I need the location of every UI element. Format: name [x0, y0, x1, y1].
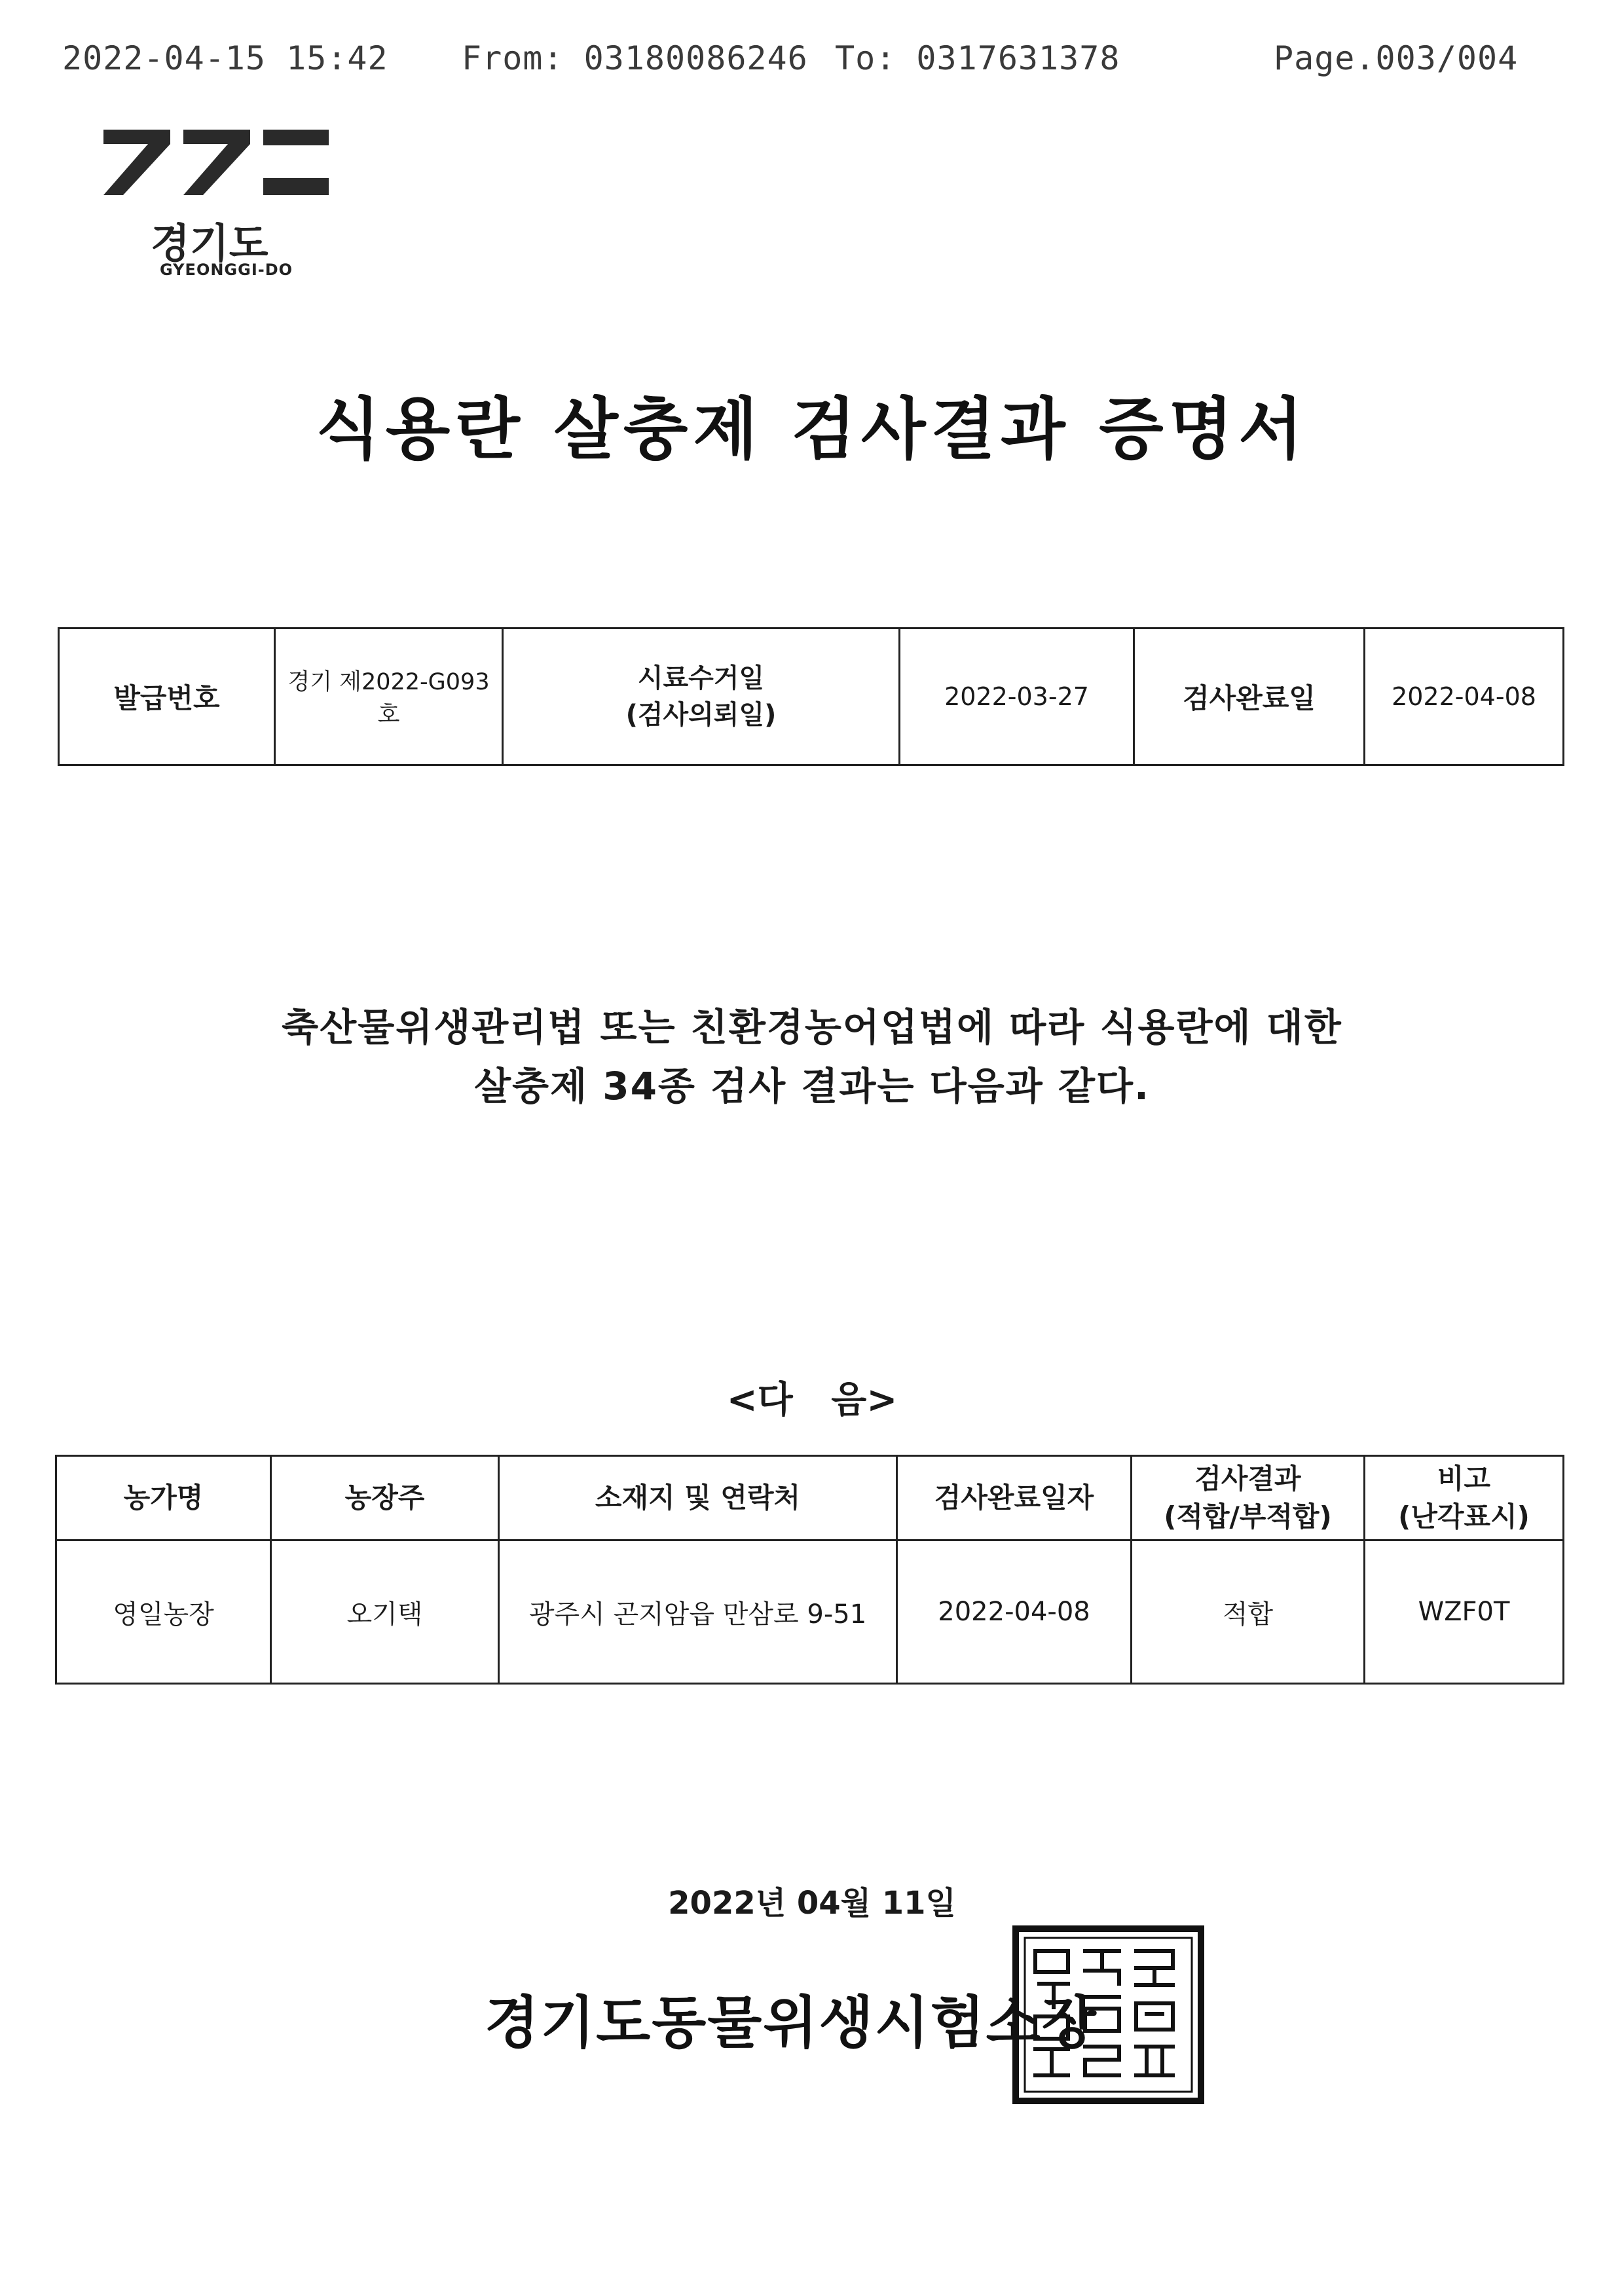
cell-address: 광주시 곤지암읍 만삼로 9-51	[499, 1540, 897, 1684]
header-address: 소재지 및 연락처	[499, 1456, 897, 1540]
header-remarks-line1: 비고	[1437, 1463, 1491, 1495]
fax-to-number: To: 0317631378	[835, 39, 1120, 77]
complete-date-value: 2022-04-08	[1365, 629, 1564, 765]
fax-page-number: Page.003/004	[1274, 39, 1519, 77]
table-row	[56, 1540, 1564, 1684]
cell-owner: 오기택	[271, 1540, 499, 1684]
header-result	[1132, 1456, 1365, 1540]
results-table	[55, 1455, 1564, 1685]
issuer-name: 경기도동물위생시험소장	[485, 1990, 1098, 2056]
statement-line-2: 살충제 34종 검사 결과는 다음과 같다.	[473, 1064, 1151, 1108]
gyeonggi-logo	[92, 124, 341, 295]
section-heading: <다 음>	[726, 1379, 898, 1421]
header-owner: 농장주	[271, 1456, 499, 1540]
sample-date-label-line1: 시료수거일	[637, 663, 765, 693]
header-complete-date: 검사완료일자	[897, 1456, 1132, 1540]
issue-date: 2022년 04월 11일	[668, 1885, 956, 1922]
header-result-line2: (적합/부적합)	[1164, 1501, 1332, 1533]
logo-name-korean: 경기도	[151, 219, 268, 267]
cell-complete-date: 2022-04-08	[897, 1540, 1132, 1684]
issue-number-value: 경기 제2022-G093호	[275, 629, 503, 765]
statement-line-1: 축산물위생관리법 또는 친환경농어업법에 따라 식용란에 대한	[282, 1005, 1342, 1049]
results-header-row	[56, 1456, 1564, 1540]
header-remarks-line2: (난각표시)	[1398, 1501, 1530, 1533]
cell-result: 적합	[1132, 1540, 1365, 1684]
fax-timestamp: 2022-04-15 15:42	[62, 39, 388, 77]
header-farm-name: 농가명	[56, 1456, 271, 1540]
cell-remarks: WZF0T	[1365, 1540, 1564, 1684]
document-title: 식용란 살충제 검사결과 증명서	[316, 391, 1308, 469]
complete-date-label: 검사완료일	[1134, 629, 1365, 765]
sample-date-label-line2: (검사의뢰일)	[625, 700, 777, 730]
sample-date-label	[503, 629, 900, 765]
official-seal-icon	[1012, 1925, 1205, 2105]
issue-info-table	[58, 627, 1564, 766]
official-seal	[1012, 1925, 1205, 2105]
header-remarks	[1365, 1456, 1564, 1540]
issue-number-label: 발급번호	[59, 629, 275, 765]
sample-date-value: 2022-03-27	[900, 629, 1134, 765]
header-result-line1: 검사결과	[1194, 1463, 1301, 1495]
cell-farm-name: 영일농장	[56, 1540, 271, 1684]
gyeonggi-logo-mark-icon	[92, 124, 341, 210]
logo-name-english: GYEONGGI-DO	[160, 261, 293, 279]
fax-from-number: From: 03180086246	[462, 39, 808, 77]
